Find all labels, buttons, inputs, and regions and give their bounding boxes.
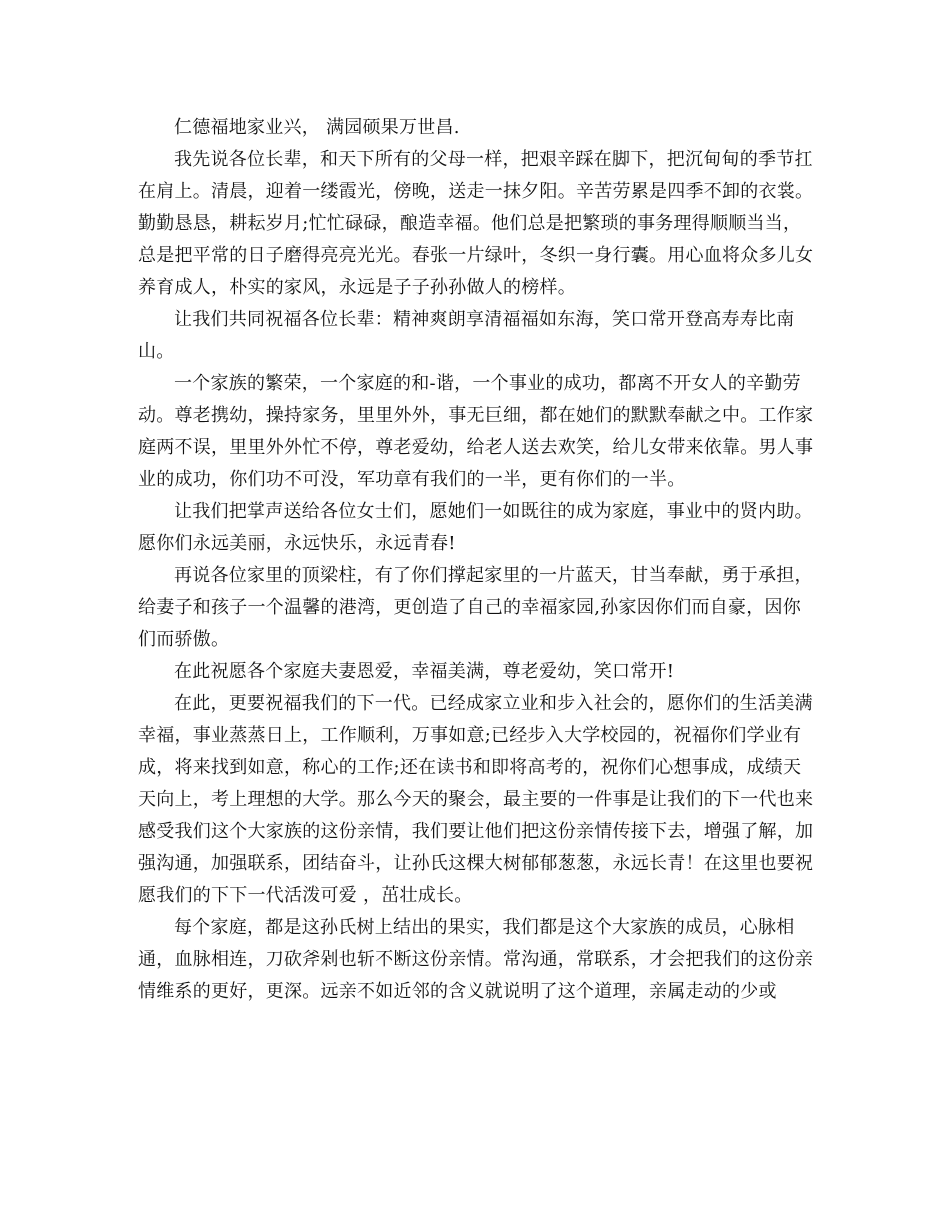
paragraph-women-blessing: 让我们把掌声送给各位女士们，愿她们一如既往的成为家庭，事业中的贤内助。愿你们永远美丽，永远快乐，永远青春! xyxy=(138,501,813,554)
paragraph-next-generation: 在此，更要祝福我们的下一代。已经成家立业和步入社会的，愿你们的生活美满幸福，事业蒸蒸日上，工作顺利，万事如意;已经步入大学校园的，祝福你们学业有成，将来找到如意，称心的工作;还在读书和即将高考的，祝你们心想事成，成绩天天向上，考上理想的大学。那么今天的聚会，最主要的一件事是让我们的下一代也来感受我们这个大家族的这份亲情，我们要让他们把这份亲情传接下去，增强了解，加强沟通，加强联系，团结奋斗，让孙氏这棵大树郁郁葱葱，永远长青！在这里也要祝愿我们的下下一代活泼可爱 ，茁壮成长。 xyxy=(138,693,814,906)
paragraph-women: 一个家族的繁荣，一个家庭的和-谐，一个事业的成功，都离不开女人的辛勤劳动。尊老携幼，操持家务，里里外外，事无巨细，都在她们的默默奉献之中。工作家庭两不误，里里外外忙不停，尊老爱幼，给老人送去欢笑，给儿女带来依靠。男人事业的成功，你们功不可没，军功章有我们的一半，更有你们的一半。 xyxy=(138,373,814,490)
paragraph-men: 再说各位家里的顶梁柱，有了你们撑起家里的一片蓝天，甘当奉献，勇于承担，给妻子和孩子一个温馨的港湾，更创造了自己的幸福家园,孙家因你们而自豪，因你们而骄傲。 xyxy=(138,565,813,650)
paragraph-elders: 我先说各位长辈，和天下所有的父母一样，把艰辛踩在脚下，把沉甸甸的季节扛在肩上。清晨，迎着一缕霞光，傍晚，送走一抹夕阳。辛苦劳累是四季不卸的衣裳。勤勤恳恳，耕耘岁月;忙忙碌碌，酿造幸福。他们总是把繁琐的事务理得顺顺当当，总是把平常的日子磨得亮亮光光。春张一片绿叶，冬织一身行囊。用心血将众多儿女养育成人，朴实的家风，永远是子子孙孙做人的榜样。 xyxy=(138,149,814,298)
paragraph-family-tree: 每个家庭，都是这孙氏树上结出的果实，我们都是这个大家族的成员，心脉相通，血脉相连，刀砍斧剁也斩不断这份亲情。常沟通，常联系，才会把我们的这份亲情维系的更好，更深。远亲不如近邻的含义就说明了这个道理，亲属走动的少或 xyxy=(138,917,814,1002)
paragraph-elders-blessing: 让我们共同祝福各位长辈：精神爽朗享清福福如东海，笑口常开登高寿寿比南山。 xyxy=(138,309,795,362)
paragraph-family-blessing: 在此祝愿各个家庭夫妻恩爱，幸福美满，尊老爱幼，笑口常开! xyxy=(174,661,675,682)
document-page xyxy=(138,112,818,1008)
paragraph-opening-couplet: 仁德福地家业兴， 满园硕果万世昌. xyxy=(174,117,460,138)
